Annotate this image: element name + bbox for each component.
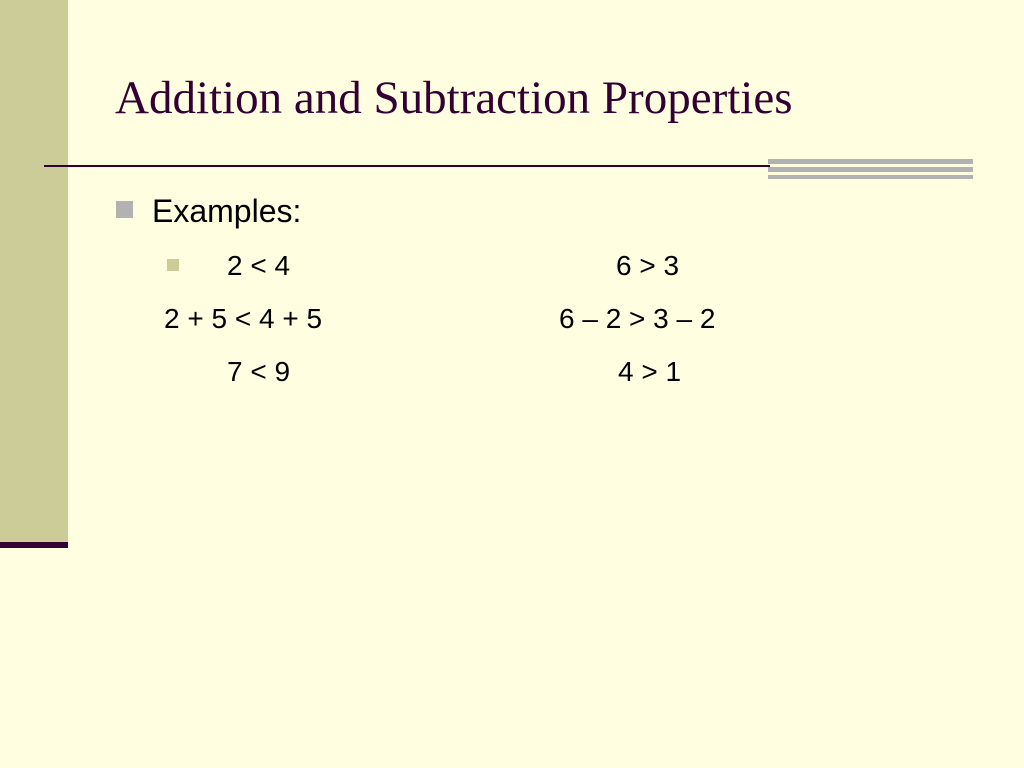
example-row-3-left: 7 < 9 (227, 356, 291, 387)
decorative-bar-middle (768, 167, 973, 172)
examples-heading: Examples: (152, 193, 302, 229)
left-decorative-band (0, 0, 68, 542)
example-row-1-left: 2 < 4 (227, 250, 291, 281)
left-band-accent-line (0, 542, 68, 548)
example-row-1-right: 6 > 3 (616, 250, 680, 281)
decorative-bar-top (768, 159, 973, 164)
decorative-bar-bottom (768, 175, 973, 179)
title-divider (44, 165, 770, 167)
sub-bullet-square-icon (167, 259, 179, 271)
example-row-3-right: 4 > 1 (618, 356, 682, 387)
bullet-square-icon (116, 201, 133, 218)
slide-title: Addition and Subtraction Properties (115, 72, 793, 124)
example-row-2-left: 2 + 5 < 4 + 5 (164, 303, 323, 334)
example-row-2-right: 6 – 2 > 3 – 2 (559, 303, 716, 334)
